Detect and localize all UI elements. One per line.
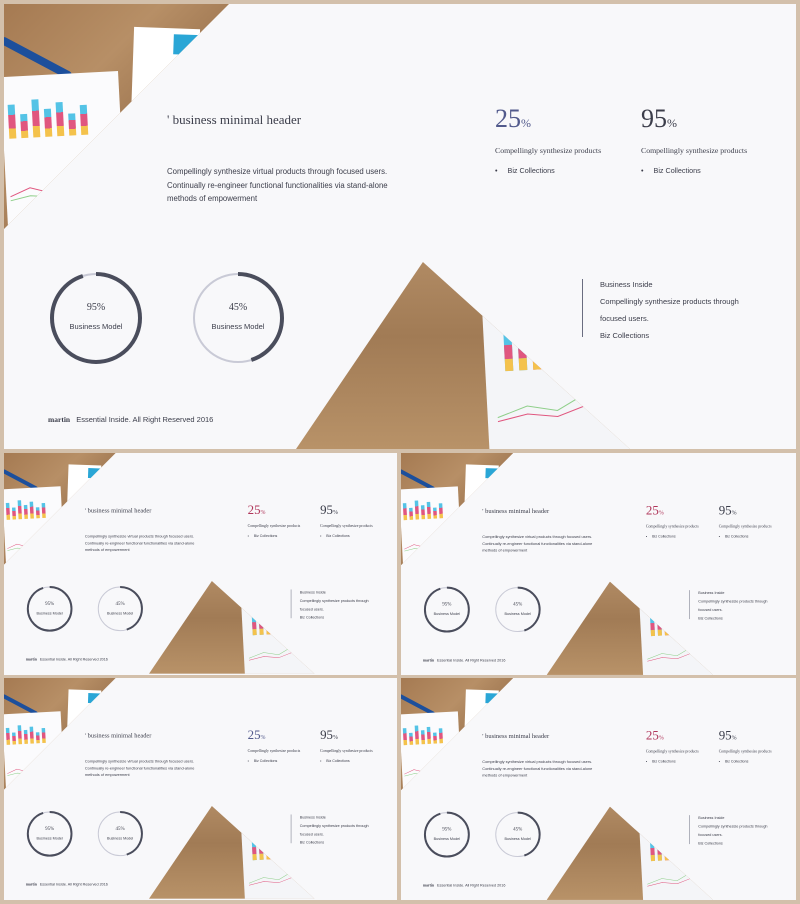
stat-bullet: • Biz Collections <box>320 533 350 537</box>
stat-value: 25% <box>495 104 531 133</box>
slide-footer <box>48 415 213 424</box>
footer-text: Essential Inside. All Right Reserved 2016 <box>437 657 506 663</box>
ring-value: 45% <box>513 601 523 608</box>
stat-95 <box>641 104 748 175</box>
side-info <box>300 588 379 622</box>
side-title: Business Inside <box>698 590 725 596</box>
slide-description: Compellingly synthesize virtual products through focused users. Continually re-engineer functional functionalities via stand-alone methods of empowerment <box>84 758 195 777</box>
ring-value: 95% <box>45 825 55 832</box>
header-text: business minimal header <box>485 506 550 515</box>
stat-25 <box>645 727 699 764</box>
side-text: Compellingly synthesize products through focused users. <box>299 823 369 837</box>
ring-chart-45 <box>494 811 542 859</box>
ring-chart-45 <box>96 810 144 858</box>
header-text: business minimal header <box>87 731 152 740</box>
chart-paper-image <box>4 711 64 788</box>
slide-thumbnail[interactable] <box>4 453 397 675</box>
stat-caption: Compellingly synthesize products <box>718 748 772 754</box>
divider-line <box>582 279 583 337</box>
slide-header <box>482 731 562 741</box>
slide-description: Compellingly synthesize virtual products through focused users. Continually re-engineer functional functionalities via stand-alone methods of empowerment <box>84 533 195 552</box>
stat-25 <box>247 727 301 763</box>
side-info <box>600 276 760 344</box>
ring-progress <box>28 587 72 631</box>
stat-value: 25% <box>247 727 266 743</box>
document-image <box>464 464 499 525</box>
ring-label: Business Model <box>36 610 63 616</box>
document-image <box>66 464 101 525</box>
desk-photo-bottom <box>547 807 714 900</box>
document-image <box>66 689 101 750</box>
side-bullet: Biz Collections <box>600 331 650 340</box>
side-info <box>300 813 379 847</box>
side-text: Compellingly synthesize products through focused users. <box>299 598 369 612</box>
stat-value: 95% <box>718 502 737 518</box>
ring-value: 45% <box>115 825 125 832</box>
chart-paper-image <box>4 486 64 563</box>
stat-caption: Compellingly synthesize products <box>495 146 602 155</box>
ring-chart-95 <box>26 585 74 633</box>
side-text: Compellingly synthesize products through focused users. <box>600 297 739 323</box>
stat-caption: Compellingly synthesize products <box>320 748 373 753</box>
slide-footer <box>26 882 108 886</box>
footer-text: Essential Inside. All Right Reserved 2016 <box>437 882 506 888</box>
header-mark: ' <box>84 506 87 515</box>
stat-value: 25% <box>645 502 664 518</box>
stat-caption: Compellingly synthesize products <box>718 523 772 529</box>
stat-95 <box>320 727 373 763</box>
footer-text: Essential Inside. All Right Reserved 2016 <box>39 656 108 662</box>
ring-chart-95 <box>423 811 471 859</box>
document-image <box>130 27 200 149</box>
header-mark: ' <box>482 731 484 740</box>
stat-caption: Compellingly synthesize products <box>645 523 699 529</box>
side-bullet: Biz Collections <box>698 616 723 621</box>
ring-progress <box>425 813 469 857</box>
stat-95 <box>718 727 772 764</box>
stat-25 <box>495 104 602 175</box>
side-title: Business Inside <box>299 814 326 820</box>
ring-chart-95 <box>48 270 144 366</box>
stat-25 <box>645 502 699 539</box>
ring-label: Business Model <box>433 611 461 617</box>
stat-value: 25% <box>645 727 664 743</box>
ring-value: 95% <box>45 600 55 607</box>
stat-bullet: • Biz Collections <box>719 534 749 538</box>
stat-bullet: • Biz Collections <box>719 759 749 763</box>
footer-brand: martin <box>422 882 434 888</box>
ring-chart-45 <box>494 586 542 634</box>
slide-footer <box>423 883 505 887</box>
slide-footer <box>423 658 505 662</box>
footer-text: Essential Inside. All Right Reserved 2016 <box>39 881 108 887</box>
stat-bullet: • Biz Collections <box>248 758 278 762</box>
stat-bullet: • Biz Collections <box>320 758 350 762</box>
stat-value: 95% <box>320 502 338 518</box>
ring-value: 95% <box>86 302 106 313</box>
ring-label: Business Model <box>106 610 134 616</box>
side-title: Business Inside <box>698 815 725 821</box>
footer-brand: martin <box>25 881 37 887</box>
stat-95 <box>320 502 373 538</box>
slide-footer <box>26 657 108 661</box>
desk-photo-bottom <box>149 806 315 899</box>
ring-value: 45% <box>115 600 125 607</box>
ring-progress <box>28 812 72 856</box>
slide-header <box>167 110 327 130</box>
slide-header <box>85 731 164 741</box>
ring-label: Business Model <box>106 835 134 841</box>
footer-brand: martin <box>422 657 434 663</box>
side-text: Compellingly synthesize products through focused users. <box>698 824 768 838</box>
side-bullet: Biz Collections <box>698 841 723 846</box>
desk-photo-bottom <box>547 582 714 675</box>
header-mark: ' <box>84 731 87 740</box>
footer-brand: martin <box>48 415 71 424</box>
stat-caption: Compellingly synthesize products <box>645 748 699 754</box>
stat-value: 25% <box>247 502 266 518</box>
desk-photo-bottom <box>296 262 630 449</box>
side-info <box>698 814 778 848</box>
ring-label: Business Model <box>504 611 531 617</box>
ring-label: Business Model <box>36 835 63 841</box>
ring-value: 95% <box>442 601 452 608</box>
stat-bullet: • Biz Collections <box>248 533 278 537</box>
header-text: business minimal header <box>87 506 152 515</box>
ring-progress <box>52 274 140 362</box>
header-text: business minimal header <box>172 112 302 127</box>
stat-bullet: • Biz Collections <box>641 166 701 175</box>
slide-main <box>4 4 796 449</box>
slide-description: Compellingly synthesize virtual products through focused users. Continually re-engineer functional functionalities via stand-alone methods of empowerment <box>482 534 593 553</box>
chart-paper-image <box>4 71 126 227</box>
header-mark: ' <box>167 112 170 127</box>
slide-thumbnail[interactable] <box>401 453 796 675</box>
stat-bullet: • Biz Collections <box>646 759 676 763</box>
ring-label: Business Model <box>504 836 531 842</box>
side-info <box>698 589 778 623</box>
document-image <box>464 689 499 750</box>
ring-value: 95% <box>442 826 452 833</box>
header-text: business minimal header <box>485 731 550 740</box>
side-bullet: Biz Collections <box>299 615 325 620</box>
side-title: Business Inside <box>299 589 326 595</box>
stat-value: 95% <box>320 727 338 743</box>
header-mark: ' <box>482 506 484 515</box>
ring-value: 45% <box>228 302 248 313</box>
stat-caption: Compellingly synthesize products <box>247 748 301 753</box>
slide-header <box>85 506 164 516</box>
slide-thumbnail[interactable] <box>401 678 796 900</box>
side-text: Compellingly synthesize products through focused users. <box>698 599 768 613</box>
ring-label: Business Model <box>433 836 461 842</box>
ring-chart-95 <box>423 586 471 634</box>
stat-25 <box>247 502 301 538</box>
ring-value: 45% <box>513 826 523 833</box>
ring-progress <box>425 588 469 632</box>
slide-thumbnail[interactable] <box>4 678 397 900</box>
ring-chart-95 <box>26 810 74 858</box>
stat-value: 95% <box>641 104 677 133</box>
stat-bullet: • Biz Collections <box>495 166 555 175</box>
ring-chart-45 <box>96 585 144 633</box>
stat-caption: Compellingly synthesize products <box>641 146 748 155</box>
side-bullet: Biz Collections <box>299 840 325 845</box>
stat-value: 95% <box>718 727 737 743</box>
ring-chart-45 <box>190 270 286 366</box>
footer-brand: martin <box>25 656 37 662</box>
slide-description: Compellingly synthesize virtual products through focused users. Continually re-engineer functional functionalities via stand-alone methods of empowerment <box>167 167 388 203</box>
stat-caption: Compellingly synthesize products <box>247 523 301 528</box>
side-title: Business Inside <box>600 280 653 289</box>
chart-paper-image <box>401 486 462 564</box>
stat-bullet: • Biz Collections <box>646 534 676 538</box>
stat-95 <box>718 502 772 539</box>
ring-label: Business Model <box>211 322 265 331</box>
slide-header <box>482 506 562 516</box>
footer-text: Essential Inside. All Right Reserved 2016 <box>76 415 214 424</box>
desk-photo-bottom <box>149 581 315 674</box>
slide-description: Compellingly synthesize virtual products through focused users. Continually re-engineer functional functionalities via stand-alone methods of empowerment <box>482 759 593 778</box>
stat-caption: Compellingly synthesize products <box>320 523 373 528</box>
ring-label: Business Model <box>69 322 123 331</box>
chart-paper-image <box>401 711 462 789</box>
